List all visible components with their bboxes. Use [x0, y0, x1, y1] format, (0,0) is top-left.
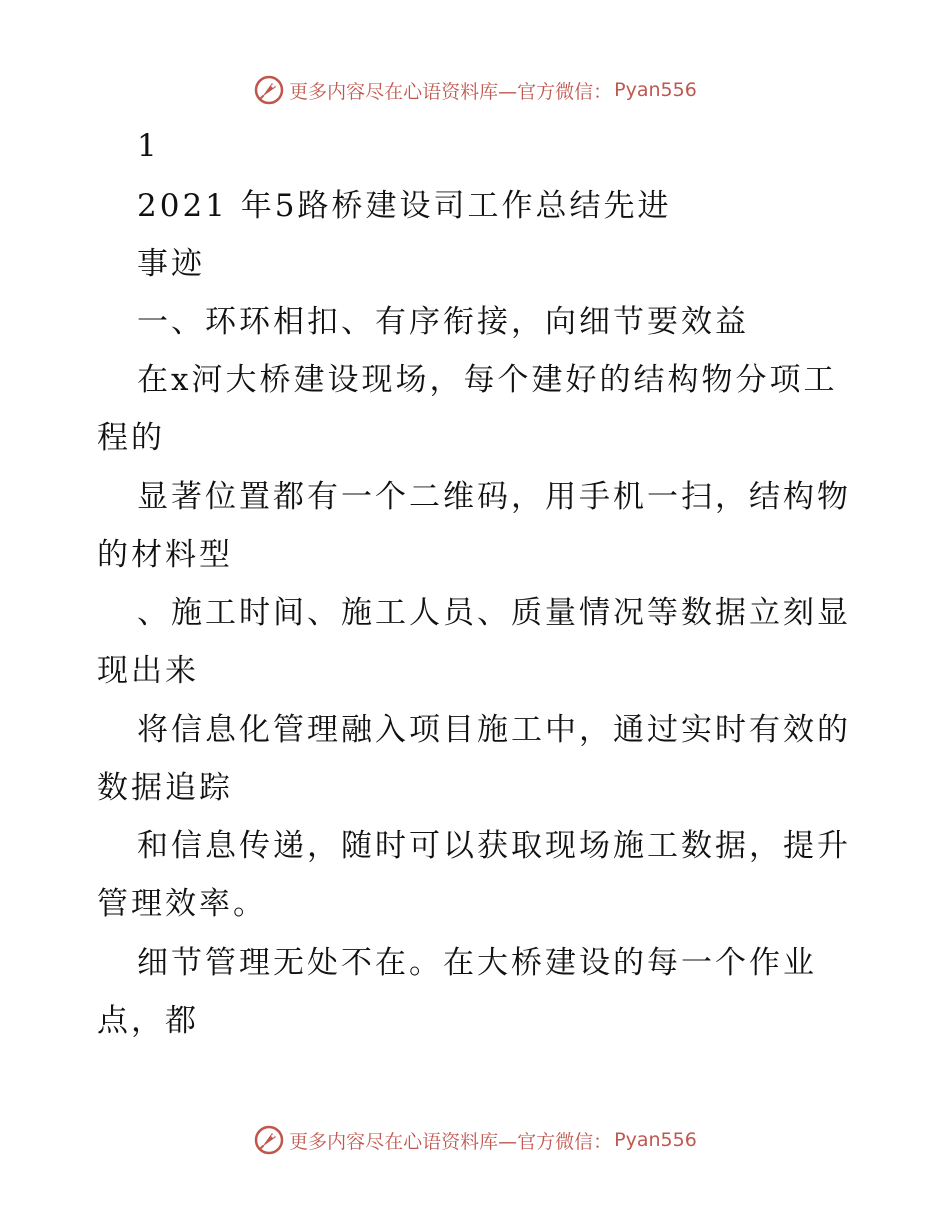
watermark-text: 更多内容尽在心语资料库—官方微信：	[289, 1130, 613, 1153]
pen-nib-circle-icon	[253, 74, 285, 106]
footer-watermark	[0, 1120, 950, 1160]
paragraph-line: 和信息传递，随时可以获取现场施工数据，提升	[137, 828, 851, 864]
header-watermark	[0, 70, 950, 110]
paragraph-line: 管理效率。	[97, 886, 267, 922]
paragraph-line: 、施工时间、施工人员、质量情况等数据立刻显	[137, 595, 851, 631]
paragraph-line: 细节管理无处不在。在大桥建设的每一个作业	[137, 945, 817, 981]
page-number: 1	[137, 128, 160, 164]
paragraph-line: 数据追踪	[97, 770, 233, 806]
watermark-wechat-id: Pyan556	[614, 79, 697, 101]
watermark-wechat-id: Pyan556	[614, 1129, 697, 1151]
paragraph-line: 点，都	[97, 1003, 199, 1039]
paragraph-line: 的材料型	[97, 537, 233, 573]
paragraph-line: 程的	[97, 420, 165, 456]
paragraph-line: 显著位置都有一个二维码，用手机一扫，结构物	[137, 479, 851, 515]
section-heading: 一、环环相扣、有序衔接，向细节要效益	[137, 304, 749, 340]
watermark-text: 更多内容尽在心语资料库—官方微信：	[289, 80, 613, 103]
document-title-continued: 事迹	[137, 246, 205, 282]
paragraph-line: 现出来	[97, 653, 199, 689]
paragraph-line: 在x河大桥建设现场，每个建好的结构物分项工	[137, 362, 838, 398]
document-title: 2021 年5路桥建设司工作总结先进	[137, 188, 672, 224]
paragraph-line: 将信息化管理融入项目施工中，通过实时有效的	[137, 712, 851, 748]
pen-nib-circle-icon	[253, 1124, 285, 1156]
